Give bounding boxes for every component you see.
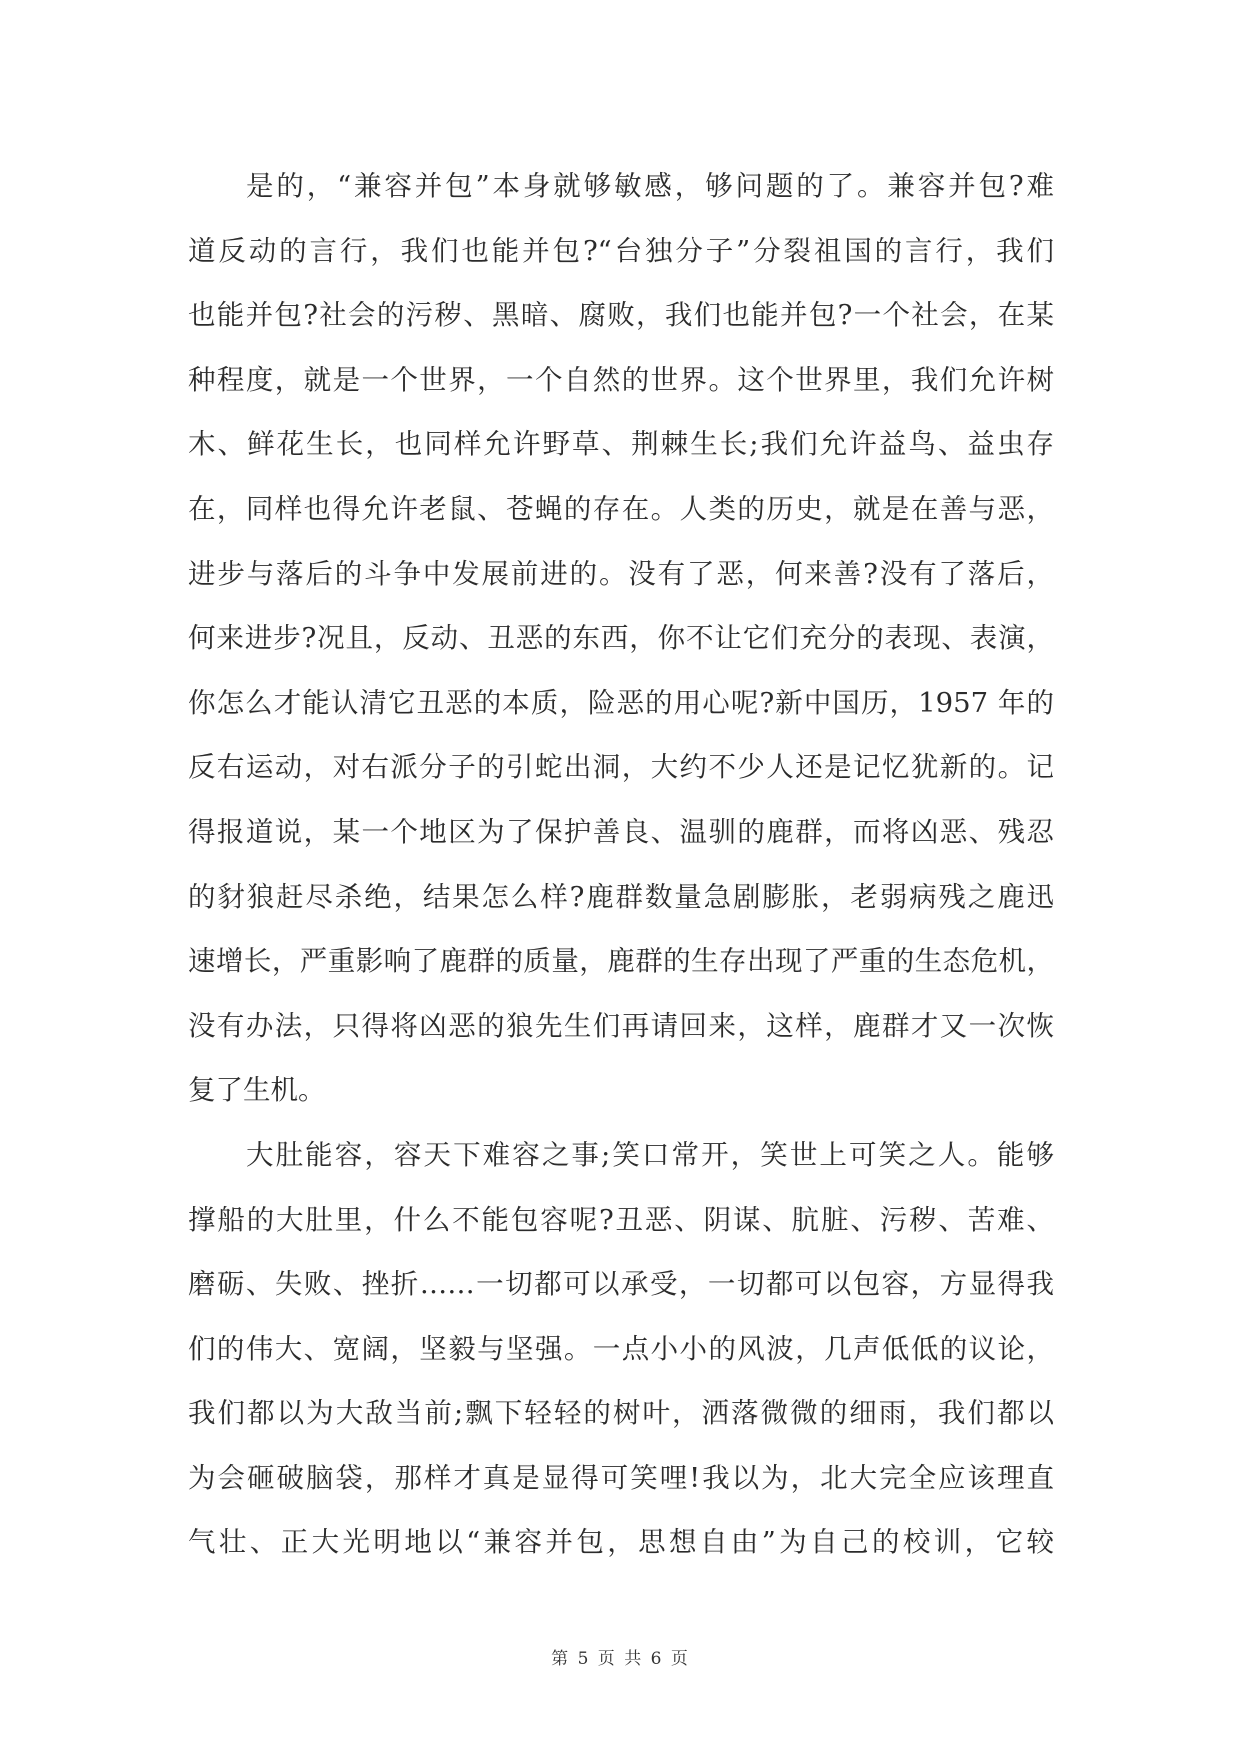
text-line: 在，同样也得允许老鼠、苍蝇的存在。人类的历史，就是在善与恶，	[188, 492, 1054, 525]
page-footer	[0, 1644, 1241, 1669]
text-line: 进步与落后的斗争中发展前进的。没有了恶，何来善?没有了落后，	[188, 557, 1054, 590]
text-line: 种程度，就是一个世界，一个自然的世界。这个世界里，我们允许树	[188, 363, 1054, 396]
body-text	[188, 154, 1054, 1575]
text-line: 得报道说，某一个地区为了保护善良、温驯的鹿群，而将凶恶、残忍	[188, 815, 1054, 848]
text-line: 为会砸破脑袋，那样才真是显得可笑哩!我以为，北大完全应该理直	[188, 1461, 1054, 1494]
text-line: 是的，“兼容并包”本身就够敏感，够问题的了。兼容并包?难	[246, 170, 1054, 202]
text-line: 磨砺、失败、挫折……一切都可以承受，一切都可以包容，方显得我	[188, 1268, 1054, 1301]
text-line: 何来进步?况且，反动、丑恶的东西，你不让它们充分的表现、表演，	[188, 622, 1054, 655]
text-line: 大肚能容，容天下难容之事;笑口常开，笑世上可笑之人。能够	[246, 1138, 1054, 1171]
text-line: 道反动的言行，我们也能并包?“台独分子”分裂祖国的言行，我们	[188, 234, 1054, 267]
text-line: 复了生机。	[188, 1074, 326, 1107]
page-number: 第 5 页 共 6 页	[551, 1649, 690, 1669]
text-line: 的豺狼赶尽杀绝，结果怎么样?鹿群数量急剧膨胀，老弱病残之鹿迅	[188, 880, 1054, 913]
text-line: 我们都以为大敌当前;飘下轻轻的树叶，洒落微微的细雨，我们都以	[188, 1397, 1054, 1430]
text-line: 也能并包?社会的污秽、黑暗、腐败，我们也能并包?一个社会，在某	[188, 299, 1054, 332]
text-line: 气壮、正大光明地以“兼容并包，思想自由”为自己的校训，它较	[188, 1526, 1054, 1559]
text-line: 速增长，严重影响了鹿群的质量，鹿群的生存出现了严重的生态危机，	[188, 945, 1054, 978]
text-line: 撑船的大肚里，什么不能包容呢?丑恶、阴谋、肮脏、污秽、苦难、	[188, 1203, 1054, 1236]
text-line: 你怎么才能认清它丑恶的本质，险恶的用心呢?新中国历，1957 年的	[188, 686, 1054, 719]
text-line: 反右运动，对右派分子的引蛇出洞，大约不少人还是记忆犹新的。记	[188, 751, 1054, 784]
text-line: 们的伟大、宽阔，坚毅与坚强。一点小小的风波，几声低低的议论，	[188, 1332, 1054, 1365]
text-line: 木、鲜花生长，也同样允许野草、荆棘生长;我们允许益鸟、益虫存	[188, 428, 1054, 461]
text-line: 没有办法，只得将凶恶的狼先生们再请回来，这样，鹿群才又一次恢	[188, 1009, 1054, 1042]
